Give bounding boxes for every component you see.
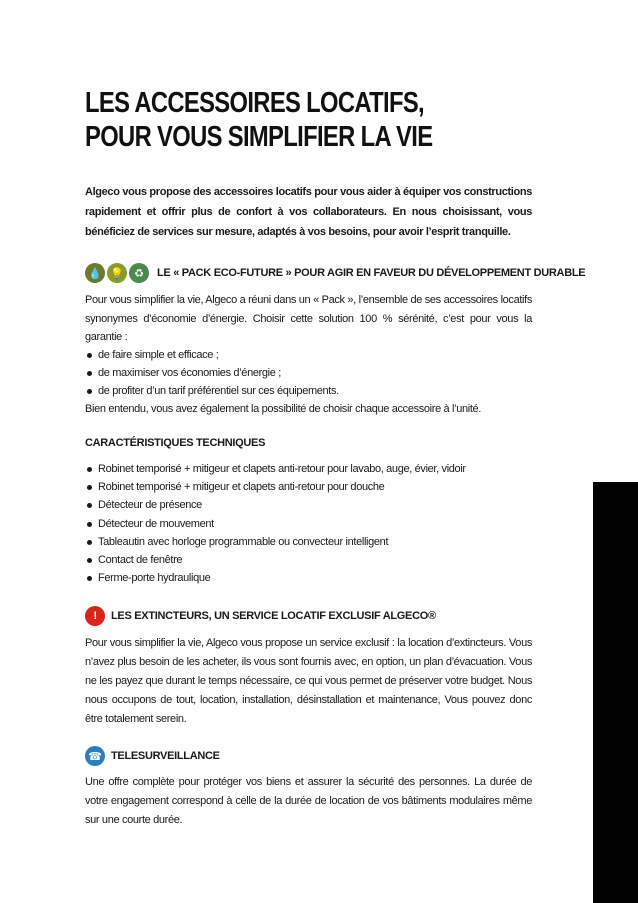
list-item: Robinet temporisé + mitigeur et clapets anti-retour pour douche: [85, 478, 532, 496]
light-bulb-icon: 💡: [107, 263, 127, 283]
intro-paragraph: Algeco vous propose des accessoires locatifs pour vous aider à équiper vos constructions rapidement et offrir plus de confort à vos collaborateurs. En nous choisissant, vous bénéficiez de services sur mesure, adaptés à vos besoins, pour avoir l’esprit tranquille.: [85, 186, 532, 238]
fire-extinguisher-icon: !: [85, 606, 105, 626]
list-item: Détecteur de mouvement: [85, 515, 532, 533]
pack-eco-future-heading: [85, 263, 585, 283]
extincteurs-heading-text: LES EXTINCTEURS, UN SERVICE LOCATIF EXCLUSIF ALGECO®: [111, 610, 436, 622]
list-item: Robinet temporisé + mitigeur et clapets anti-retour pour lavabo, auge, évier, vidoir: [85, 460, 532, 478]
eco-badge-icon: ♻: [129, 263, 149, 283]
pack-benefits-list: [85, 346, 532, 401]
page-title-line-2: POUR VOUS SIMPLIFIER LA VIE: [85, 121, 433, 153]
extincteurs-paragraph: Pour vous simplifier la vie, Algeco vous propose un service exclusif : la location d’extincteurs. Vous n’avez plus besoin de les acheter, ils vous sont fournis avec, en option, un plan d’évacuation. Vous ne les payez que durant le temps nécessaire, ce qui vous permet de préserver votre budget. Nous nous occupons de tout, location, installation, désinstallation et maintenance, Vous pouvez donc être totalement serein.: [85, 637, 532, 725]
list-item: Tableautin avec horloge programmable ou convecteur intelligent: [85, 533, 532, 551]
page-title: [85, 86, 462, 154]
list-item: Ferme-porte hydraulique: [85, 569, 532, 587]
telesurveillance-paragraph: Une offre complète pour protéger vos biens et assurer la sécurité des personnes. La durée de votre engagement correspond à celle de la durée de location de vos bâtiments modulaires même sur une courte durée.: [85, 776, 532, 826]
list-item: de profiter d’un tarif préférentiel sur ces équipements.: [85, 382, 532, 400]
specs-list: [85, 460, 532, 587]
side-tab-bar: [593, 482, 638, 903]
extincteurs-heading: [85, 606, 436, 626]
list-item: de faire simple et efficace ;: [85, 346, 532, 364]
list-item: de maximiser vos économies d’énergie ;: [85, 364, 532, 382]
pack-paragraph: Pour vous simplifier la vie, Algeco a réuni dans un « Pack », l’ensemble de ses accessoires locatifs synonymes d’économie d’énergie. Choisir cette solution 100 % sérénité, c’est pour vous la garantie :: [85, 294, 532, 343]
water-drop-icon: 💧: [85, 263, 105, 283]
surveillance-phone-icon: ☎: [85, 746, 105, 766]
telesurveillance-heading-text: TELESURVEILLANCE: [111, 750, 220, 762]
specs-heading: CARACTÉRISTIQUES TECHNIQUES: [85, 437, 266, 449]
pack-heading-text: LE « PACK ECO-FUTURE » POUR AGIR EN FAVEUR DU DÉVELOPPEMENT DURABLE: [157, 267, 586, 279]
list-item: Détecteur de présence: [85, 496, 532, 514]
page-title-line-1: LES ACCESSOIRES LOCATIFS,: [85, 87, 425, 119]
telesurveillance-heading: [85, 746, 220, 766]
pack-note: Bien entendu, vous avez également la possibilité de choisir chaque accessoire à l’unité.: [85, 403, 482, 415]
list-item: Contact de fenêtre: [85, 551, 532, 569]
